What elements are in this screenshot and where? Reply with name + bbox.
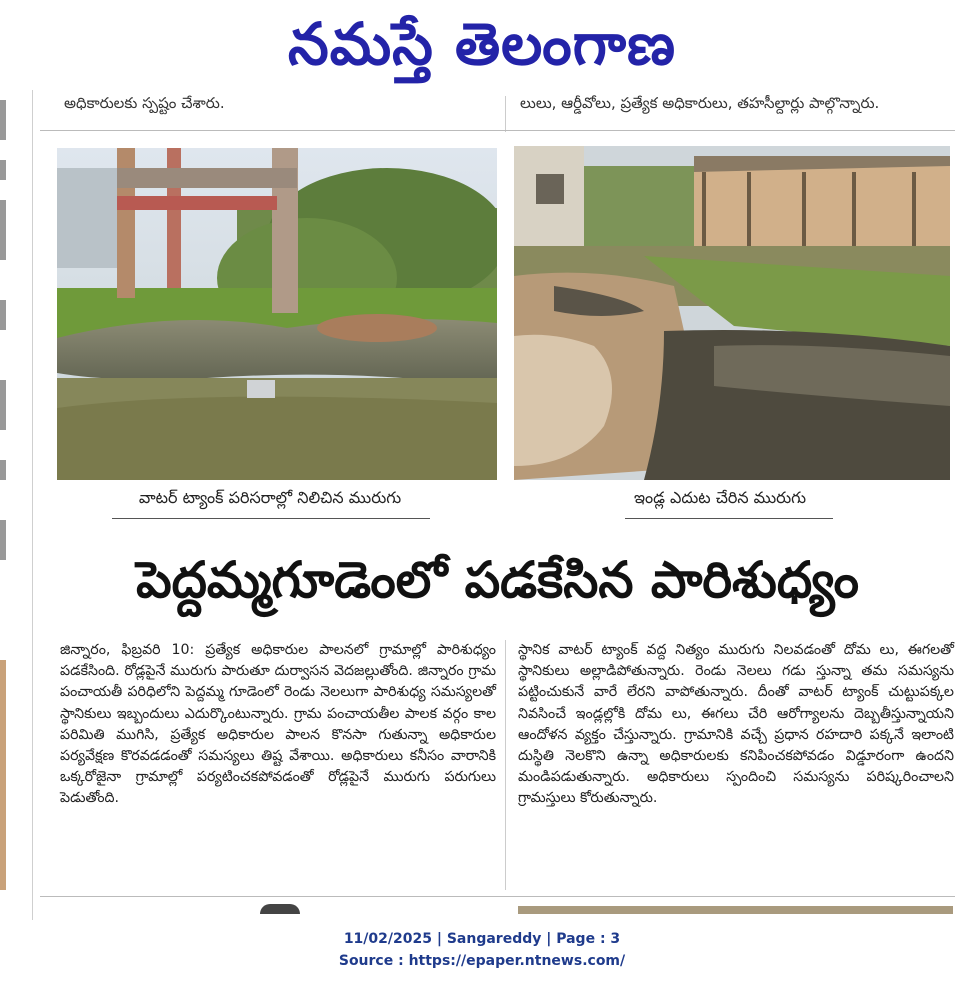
- footer-edition-info: 11/02/2025 | Sangareddy | Page : 3: [343, 931, 621, 947]
- article-headline: పెద్దమ్మగూడెంలో పడకేసిన పారిశుధ్యం: [136, 551, 859, 609]
- epaper-footer: [0, 928, 964, 972]
- column-divider: [505, 640, 506, 890]
- photo-water-tank: [57, 148, 497, 480]
- newspaper-title: నమస్తే తెలంగాణ: [288, 10, 676, 78]
- footer-source-link[interactable]: Source : https://epaper.ntnews.com/: [338, 953, 626, 969]
- caption-underline: [112, 518, 430, 519]
- caption-underline: [625, 518, 833, 519]
- previous-article-tail-left: అధికారులకు స్పష్టం చేశారు.: [64, 94, 225, 112]
- article-paragraph: స్థానిక వాటర్ ట్యాంక్ వద్ద నిత్యం మురుగు నిలవడంతో దోమ లు, ఈగలతో స్థానికులు అల్లాడిపోతున్నారు. రెండు నెలలు గడు స్తున్నా తమ సమస్యను పట్టించుకునే వారే లేరని వాపోతున్నారు. దీంతో వాటర్ ట్యాంక్ చుట్టుపక్కల నివసించే ఇండ్లల్లోకి దోమ లు, ఈగలు చేరి ఆరోగ్యాలను దెబ్బతీస్తున్నాయని ఆందోళన వ్యక్తం చేస్తున్నారు. గ్రామానికి వచ్చే ప్రధాన రహదారి పక్కనే ఇలాంటి దుస్థితి నెలకొని ఉన్నా అధికారులకు కనిపించకపోవడం విడ్డూరంగా ఉందని మండిపడుతున్నారు. అధికారులు స్పందించి సమస్యను పరిష్కరించాలని గ్రామస్తులు కోరుతున్నారు.: [518, 642, 954, 807]
- next-article-fragment: [260, 904, 300, 914]
- article-column-1: [60, 640, 496, 810]
- previous-article-tail-right: లులు, ఆర్డీవోలు, ప్రత్యేక అధికారులు, తహసీల్దార్లు పాల్గొన్నారు.: [520, 94, 880, 112]
- bottom-divider: [40, 896, 955, 897]
- section-divider: [40, 130, 955, 131]
- photo-caption-houses: ఇండ్ల ఎదుట చేరిన మురుగు: [633, 488, 807, 507]
- article-paragraph: జిన్నారం, ఫిబ్రవరి 10: ప్రత్యేక అధికారుల పాలనలో గ్రామాల్లో పారిశుధ్యం పడకేసింది. రోడ్లపైనే మురుగు పారుతూ దుర్వాసన వెదజల్లుతోంది. జిన్నారం గ్రామ పంచాయతీ పరిధిలోని పెద్దమ్మ గూడెంలో రెండు నెలలుగా పారిశుధ్య సమస్యలతో స్థానికులు ఇబ్బందులు ఎదుర్కొంటున్నారు. గ్రామ పంచాయతీల పాలక వర్గం కాల పరిమితి ముగిసి, ప్రత్యేక అధికారుల పాలన కొనసా గుతున్నా అధికారుల పర్యవేక్షణ కొరవడడంతో సమస్యలు తిష్ట వేశాయి. అధికారులు కనీసం వారానికి ఒక్కరోజైనా గ్రామాల్లో పర్యటించకపోవడంతో రోడ్లపైనే మురుగు పరుగులు పెడుతోంది.: [60, 642, 496, 807]
- masthead: [0, 4, 964, 84]
- photo-caption-water-tank: వాటర్ ట్యాంక్ పరిసరాల్లో నిలిచిన మురుగు: [138, 488, 402, 507]
- article-column-2: [518, 640, 954, 810]
- next-photo-fragment: [518, 906, 953, 914]
- page-edge-rule: [32, 90, 33, 920]
- column-divider-top: [505, 96, 506, 132]
- photo-houses-sewage: [514, 146, 950, 480]
- left-edge-clipping: [0, 100, 8, 920]
